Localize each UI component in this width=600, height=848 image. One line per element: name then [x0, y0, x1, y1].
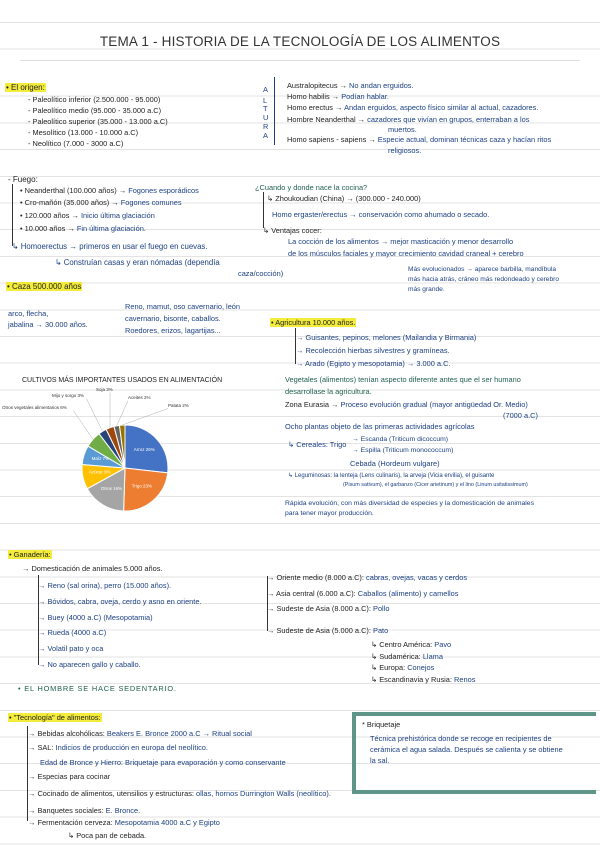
region-animals: cabras, ovejas, vacas y cerdos: [366, 573, 468, 582]
species-row: [287, 103, 538, 112]
rapida-evolucion: Rápida evolución, con más diversidad de especies y la domesticación de animales: [285, 500, 534, 507]
period: - Paleolítico medio (95.000 - 35.000 a.C): [28, 106, 162, 115]
tecnologia-item: [28, 806, 140, 815]
fuego-item-desc: Fin última glaciación.: [76, 224, 146, 233]
divider: [20, 60, 580, 61]
pie-label: Aceites 2%: [128, 395, 151, 400]
ganaderia-item: → Volatil pato y oca: [38, 644, 104, 653]
fuego-item: [20, 224, 146, 233]
briquetaje-note-box: [352, 712, 596, 794]
cebada: Cebada (Hordeum vulgare): [350, 459, 440, 468]
agricultura-heading-text: • Agricultura 10.000 años.: [271, 318, 356, 327]
cocina-question: ¿Cuando y donde nace la cocina?: [255, 183, 368, 192]
evolucion: Más evolucionados → aparece barbilla, mandíbula: [408, 266, 557, 273]
origen-heading-text: • El origen:: [6, 83, 45, 92]
fuego-item-date: • Cro-mañón (35.000 años) →: [20, 198, 119, 207]
tecnologia-item-desc: Beakers E. Bronce 2000 a.C → Ritual social: [106, 729, 252, 738]
subregion-row: [371, 663, 434, 672]
construian-note: ↳ Construían casas y eran nómadas (dependía: [55, 258, 220, 267]
espilla: → Espilla (Triticum monococcum): [352, 447, 454, 454]
region-row: [267, 589, 458, 598]
species-desc: Andan erguidos, aspecto físico similar al actual, cazadores.: [344, 103, 539, 112]
ganaderia-heading-text: • Ganadería:: [9, 550, 51, 559]
pie-label: Azúcar 9%: [88, 469, 111, 475]
tecnologia-heading: [8, 713, 102, 722]
chart-title: CULTIVOS MÁS IMPORTANTES USADOS EN ALIMENTACIÓN: [22, 377, 223, 384]
fuego-item-date: • 120.000 años →: [20, 211, 79, 220]
ganaderia-heading: [8, 550, 52, 559]
region-animals: Caballos (alimento) y camellos: [357, 589, 459, 598]
species-desc: Podían hablar.: [341, 92, 389, 101]
altura-letter: A: [263, 85, 268, 94]
evolucion: más hacia atrás, cráneo más redondeado y cerebro: [408, 276, 560, 283]
pie-label: Patata 2%: [168, 403, 189, 408]
caza-tools: jabalina → 30.000 años.: [8, 320, 88, 329]
origen-heading: [5, 83, 46, 92]
caza-heading-text: • Caza 500.000 años: [7, 282, 82, 291]
species-row: [287, 115, 529, 124]
fuego-item-desc: Fogones comunes: [120, 198, 182, 207]
region-row: [267, 573, 467, 582]
subregion-label: ↳ Sudamérica:: [371, 652, 421, 661]
leguminosas-desc: la lenteja (Lens culinaris), la arveja (Vicia ervilia), el guisante: [333, 473, 495, 479]
tecnologia-item-desc: E. Bronce.: [105, 806, 141, 815]
period: - Mesolítico (13.000 - 10.000 a.C): [28, 128, 139, 137]
species-row: [287, 92, 389, 101]
pie-chart: [0, 385, 260, 520]
zona-desc: Proceso evolución gradual (mayor antigüedad Or. Medio): [340, 400, 528, 409]
tecnologia-item-label: → Cocinado de alimentos, utensilios y estructuras:: [28, 789, 194, 798]
subregion-label: ↳ Escandinavia y Rusia:: [371, 675, 452, 684]
altura-arrow: [274, 77, 275, 145]
tecnologia-item: [28, 772, 110, 781]
tecnologia-item-label: → Fermentación cerveza:: [28, 818, 113, 827]
species-name: Australopitecus →: [287, 81, 347, 90]
species-name: Homo erectus →: [287, 103, 343, 112]
homoerectus-note: ↳ Homoerectus → primeros en usar el fuego en cuevas.: [12, 242, 208, 251]
subregion-row: [371, 640, 451, 649]
tecnologia-item-label: → Banquetes sociales:: [28, 806, 104, 815]
subregion-row: [371, 675, 475, 684]
subregion-label: ↳ Centro América:: [371, 640, 433, 649]
fuego-item-desc: Inicio última glaciación: [80, 211, 155, 220]
pie-leader-line: [117, 401, 128, 426]
ganaderia-item: → Rueda (4000 a.C): [38, 628, 107, 637]
pie-label: Otros 16%: [100, 485, 123, 491]
pie-label: Maíz 7%: [91, 456, 110, 462]
species-row: [287, 81, 414, 90]
ganaderia-item: → Buey (4000 a.C) (Mesopotamia): [38, 613, 153, 622]
ganaderia-item: → No aparecen gallo y caballo.: [38, 660, 141, 669]
fuego-item: [20, 186, 199, 195]
tecnologia-item-desc: ollas, hornos Durrington Walls (neolítico).: [196, 789, 331, 798]
fuego-item-desc: Fogones esporádicos: [128, 186, 199, 195]
tecnologia-item-label: Edad de Bronce y Hierro:: [40, 758, 123, 767]
caza-heading: [6, 282, 82, 291]
tecnologia-item: [28, 729, 252, 738]
species-desc: cazadores que vivían en grupos, enterraban a los: [367, 115, 530, 124]
tecnologia-item-label: → Especias para cocinar: [28, 772, 111, 781]
fuego-heading: - Fuego:: [8, 175, 38, 184]
region-animals: Pollo: [373, 604, 390, 613]
sedentario-note: • EL HOMBRE SE HACE SEDENTARIO.: [18, 684, 177, 693]
subregion-animal: Renos: [454, 675, 476, 684]
period: - Neolítico (7.000 - 3000 a.C): [28, 139, 124, 148]
caza-tools: arco, flecha,: [8, 309, 49, 318]
pie-leader-line: [122, 409, 168, 426]
ventajas: ↳ Ventajas cocer:: [263, 226, 322, 235]
coccion: La cocción de los alimentos → mejor masticación y menor desarrollo: [288, 237, 514, 246]
species-name: Hombre Neanderthal →: [287, 115, 366, 124]
subregion-animal: Llama: [422, 652, 443, 661]
pie-label: Soja 3%: [96, 387, 113, 392]
region-row: [267, 604, 389, 613]
species-desc: Especie actual, dominan técnicas caza y hacían ritos: [377, 135, 552, 144]
pie-label: Arroz 26%: [133, 446, 155, 452]
zhoukoudian: ↳ Zhoukoudian (China) → (300.000 - 240.000): [267, 194, 421, 203]
agricultura-item: → Arado (Egipto y mesopotamia) → 3.000 a.C.: [296, 359, 451, 368]
page-title: TEMA 1 - HISTORIA DE LA TECNOLOGÍA DE LOS ALIMENTOS: [99, 34, 501, 49]
period: - Paleolítico superior (35.000 - 13.000 a.C): [28, 117, 168, 126]
region-animals: Pato: [373, 626, 389, 635]
fuego-item: [20, 211, 155, 220]
subregion-animal: Conejos: [407, 663, 435, 672]
caza-animals: Roedores, erizos, lagartijas...: [125, 326, 221, 335]
escanda: → Escanda (Triticum dicoccum): [352, 436, 449, 443]
note-text: la sal.: [370, 756, 390, 765]
caza-animals: cavernario, bisonte, caballos.: [125, 314, 221, 323]
altura-letter: A: [263, 131, 268, 140]
rapida-evolucion: para tener mayor producción.: [285, 510, 374, 517]
zona-label: Zona Eurasia →: [285, 400, 339, 409]
fuego-item-date: • 10.000 años →: [20, 224, 75, 233]
altura-letter: T: [263, 104, 268, 113]
subregion-row: [371, 652, 443, 661]
note-text: cerámica el agua salada. Después se calienta y se obtiene: [370, 745, 563, 754]
region-label: → Asia central (6.000 a.C):: [267, 589, 356, 598]
tecnologia-item: [40, 758, 286, 767]
coccion: de los músculos faciales y mayor crecimiento cavidad craneal + cerebro: [288, 249, 524, 258]
fuego-item-date: • Neanderthal (100.000 años) →: [20, 186, 127, 195]
tecnologia-item-desc: Briquetaje para evaporación y como conservante: [125, 758, 286, 767]
tecnologia-item-label: → Bebidas alcohólicas:: [28, 729, 105, 738]
species-name: Homo habilis →: [287, 92, 340, 101]
zona-eurasia: [285, 400, 528, 409]
species-name: Homo sapiens - sapiens →: [287, 135, 376, 144]
subregion-animal: Pavo: [434, 640, 452, 649]
region-label: → Oriente medio (8.000 a.C):: [267, 573, 364, 582]
subregion-label: ↳ Europa:: [371, 663, 406, 672]
region-label: → Sudeste de Asia (5.000 a.C):: [267, 626, 371, 635]
pie-slice-trigo: [124, 468, 168, 511]
species-desc: No andan erguidos.: [349, 81, 414, 90]
agricultura-item: → Recolección hierbas silvestres y gramíneas.: [296, 346, 450, 355]
tecnologia-item: [28, 743, 208, 752]
tecnologia-item-desc: Mesopotamia 4000 a.C y Egipto: [114, 818, 220, 827]
vegetales-note: Vegetales (alimentos) tenían aspecto diferente antes que el ser humano: [285, 375, 521, 384]
leguminosas: [288, 472, 494, 481]
ganaderia-item: → Reno (sal orina), perro (15.000 años).: [38, 581, 172, 590]
pie-label: Otros vegetales alimentarios 6%: [2, 405, 67, 410]
tree-line: [12, 184, 13, 246]
region-row: [267, 626, 388, 635]
leguminosas-desc: (Pisum sativum), el garbanzo (Cicer arietinum) y el lino (Linum usitatissimum): [343, 482, 528, 488]
caza-animals: Reno, mamut, oso cavernario, león: [125, 302, 241, 311]
note-text: Técnica prehistórica donde se recoge en recipientes de: [370, 734, 552, 743]
species-desc: religiosos.: [388, 146, 422, 155]
fuego-item: [20, 198, 182, 207]
species-desc: muertos.: [388, 125, 417, 134]
domesticacion: → Domesticación de animales 5.000 años.: [22, 564, 163, 573]
altura-letter: U: [263, 113, 269, 122]
ocho-plantas: Ocho plantas objeto de las primeras actividades agrícolas: [285, 422, 475, 431]
pie-label: Trigo 23%: [131, 483, 153, 489]
pie-leader-line: [73, 411, 93, 440]
tecnologia-item: [28, 789, 331, 798]
leguminosas-label: ↳ Leguminosas:: [288, 473, 333, 479]
evolucion: más grande.: [408, 286, 445, 293]
ergaster: Homo ergaster/erectus → conservación como ahumado o secado.: [272, 210, 490, 219]
note-title: * Briquetaje: [362, 720, 401, 729]
altura-letter: L: [263, 96, 268, 105]
zona-date: (7000 a.C): [503, 411, 538, 420]
agricultura-item: → Guisantes, pepinos, melones (Mailandia y Birmania): [296, 333, 477, 342]
pie-label: Mijo y sorgo 3%: [52, 393, 85, 398]
pie-leader-line: [87, 399, 103, 432]
tecnologia-item-label: → SAL:: [28, 743, 54, 752]
tecnologia-item-desc: Indicios de producción en europa del neolítico.: [55, 743, 208, 752]
tecnologia-item: [28, 818, 220, 827]
region-label: → Sudeste de Asia (8.000 a.C):: [267, 604, 371, 613]
cereales: ↳ Cereales: Trigo: [288, 440, 347, 449]
vegetales-note: desarrollase la agricultura.: [285, 387, 372, 396]
period: - Paleolítico inferior (2.500.000 - 95.000): [28, 95, 161, 104]
tree-line: [263, 192, 264, 228]
altura-letter: R: [263, 122, 269, 131]
agricultura-heading: [270, 318, 356, 327]
construian-note: caza/cocción): [238, 269, 284, 278]
species-row: [287, 135, 551, 144]
tecnologia-heading-text: • "Tecnología" de alimentos:: [9, 713, 101, 722]
poca-note: ↳ Poca pan de cebada.: [68, 831, 147, 840]
ganaderia-item: → Bóvidos, cabra, oveja, cerdo y asno en oriente.: [38, 597, 202, 606]
